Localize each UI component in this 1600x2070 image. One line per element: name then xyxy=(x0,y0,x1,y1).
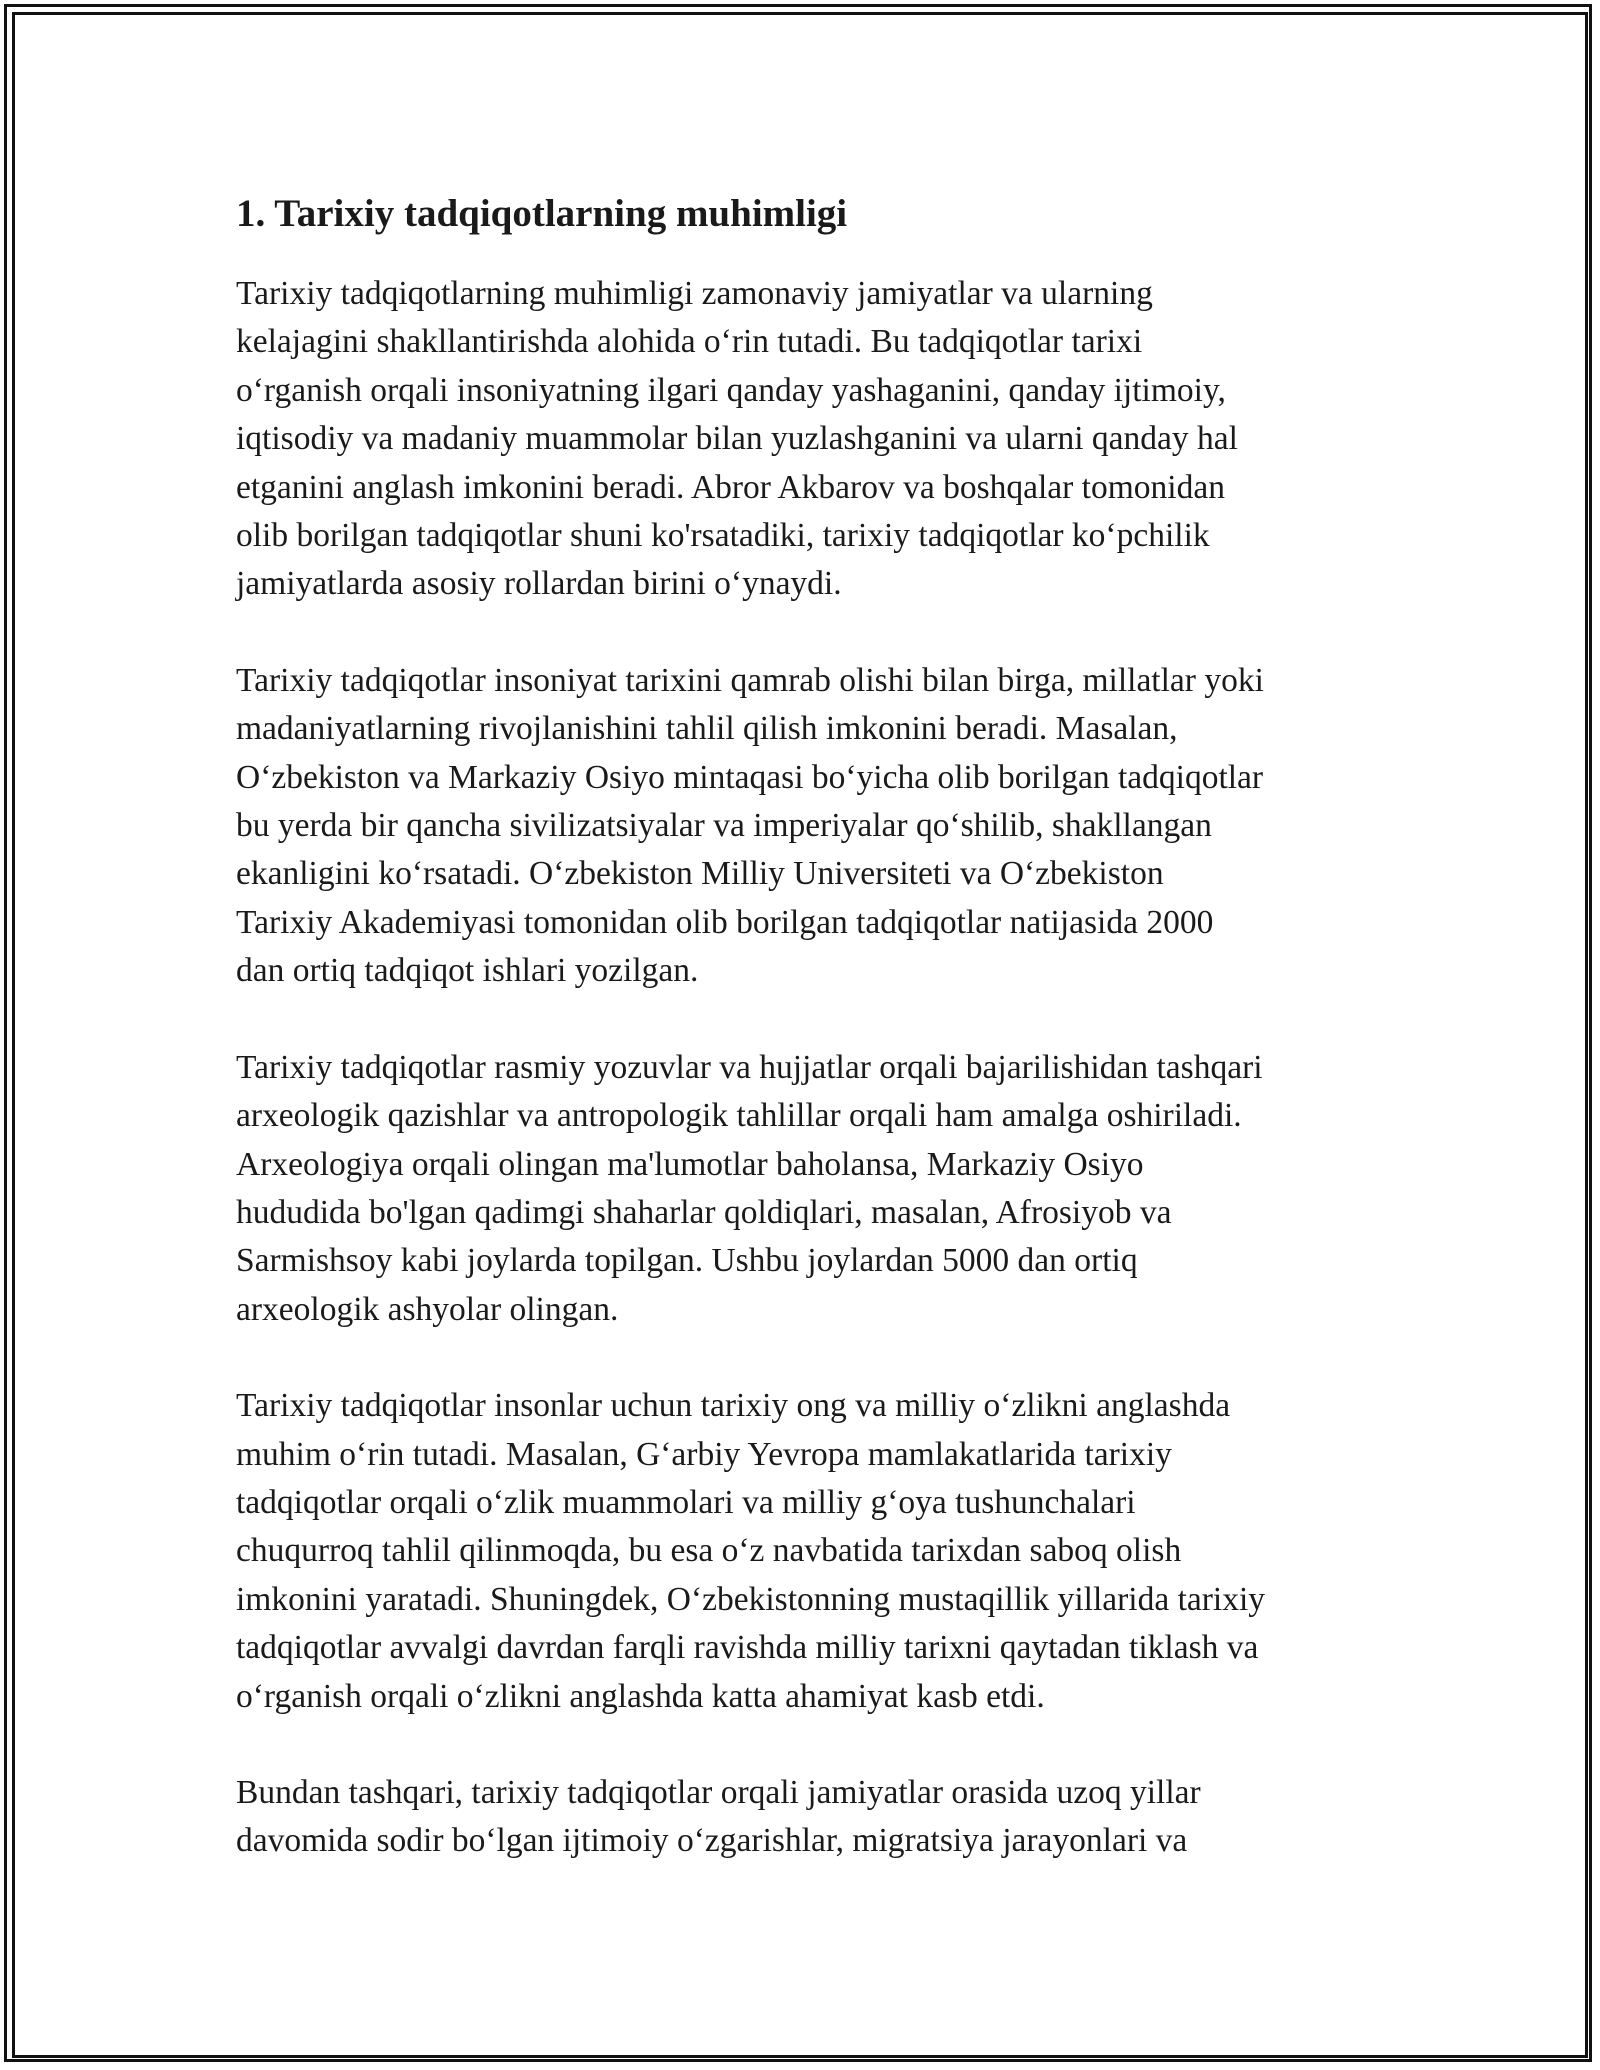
paragraph-line: olib borilgan tadqiqotlar shuni ko'rsatadiki, tarixiy tadqiqotlar koʻpchilik xyxy=(236,517,1210,555)
paragraph-line: tadqiqotlar avvalgi davrdan farqli ravishda milliy tarixni qaytadan tiklash va xyxy=(236,1629,1259,1667)
paragraph-line: Sarmishsoy kabi joylarda topilgan. Ushbu joylardan 5000 dan ortiq xyxy=(236,1242,1138,1280)
paragraph-line: davomida sodir boʻlgan ijtimoiy oʻzgarishlar, migratsiya jarayonlari va xyxy=(236,1822,1188,1860)
paragraph-line: oʻrganish orqali insoniyatning ilgari qanday yashaganini, qanday ijtimoiy, xyxy=(236,371,1226,409)
paragraph-line: Tarixiy tadqiqotlar insoniyat tarixini qamrab olishi bilan birga, millatlar yoki xyxy=(236,661,1264,699)
paragraph-line: kelajagini shakllantirishda alohida oʻrin tutadi. Bu tadqiqotlar tarixi xyxy=(236,323,1143,361)
paragraph-line: muhim oʻrin tutadi. Masalan, Gʻarbiy Yevropa mamlakatlarida tarixiy xyxy=(236,1435,1172,1473)
paragraph-line: jamiyatlarda asosiy rollardan birini oʻynaydi. xyxy=(236,565,842,603)
paragraph-line: iqtisodiy va madaniy muammolar bilan yuzlashganini va ularni qanday hal xyxy=(236,420,1238,458)
paragraph-line: arxeologik ashyolar olingan. xyxy=(236,1290,619,1328)
paragraph-line: Tarixiy tadqiqotlarning muhimligi zamonaviy jamiyatlar va ularning xyxy=(236,275,1153,312)
paragraph-line: Tarixiy tadqiqotlar rasmiy yozuvlar va hujjatlar orqali bajarilishidan tashqari xyxy=(236,1048,1263,1086)
paragraph-line: imkonini yaratadi. Shuningdek, Oʻzbekistonning mustaqillik yillarida tarixiy xyxy=(236,1580,1266,1618)
paragraph-2 xyxy=(236,657,1386,996)
paragraph-line: Tarixiy Akademiyasi tomonidan olib borilgan tadqiqotlar natijasida 2000 xyxy=(236,903,1214,941)
paragraph-4 xyxy=(236,1382,1386,1721)
paragraph-5 xyxy=(236,1769,1386,1866)
paragraph-1 xyxy=(236,270,1386,609)
paragraph-line: Tarixiy tadqiqotlar insonlar uchun tarixiy ong va milliy oʻzlikni anglashda xyxy=(236,1387,1231,1425)
paragraph-line: etganini anglash imkonini beradi. Abror Akbarov va boshqalar tomonidan xyxy=(236,468,1225,506)
paragraph-line: madaniyatlarning rivojlanishini tahlil qilish imkonini beradi. Masalan, xyxy=(236,710,1178,748)
paragraph-line: tadqiqotlar orqali oʻzlik muammolari va milliy gʻoya tushunchalari xyxy=(236,1483,1136,1521)
document-page xyxy=(236,186,1386,1914)
paragraph-line: chuqurroq tahlil qilinmoqda, bu esa oʻz navbatida tarixdan saboq olish xyxy=(236,1532,1182,1570)
paragraph-line: hududida bo'lgan qadimgi shaharlar qoldiqlari, masalan, Afrosiyob va xyxy=(236,1193,1172,1231)
paragraph-line: oʻrganish orqali oʻzlikni anglashda katta ahamiyat kasb etdi. xyxy=(236,1677,1045,1715)
paragraph-line: dan ortiq tadqiqot ishlari yozilgan. xyxy=(236,952,699,990)
paragraph-line: Bundan tashqari, tarixiy tadqiqotlar orqali jamiyatlar orasida uzoq yillar xyxy=(236,1773,1201,1811)
paragraph-line: Oʻzbekiston va Markaziy Osiyo mintaqasi boʻyicha olib borilgan tadqiqotlar xyxy=(236,758,1264,796)
paragraph-line: bu yerda bir qancha sivilizatsiyalar va imperiyalar qoʻshilib, shakllangan xyxy=(236,807,1212,845)
paragraph-line: Arxeologiya orqali olingan ma'lumotlar baholansa, Markaziy Osiyo xyxy=(236,1145,1144,1183)
paragraph-line: ekanligini koʻrsatadi. Oʻzbekiston Milliy Universiteti va Oʻzbekiston xyxy=(236,855,1164,893)
paragraph-3 xyxy=(236,1044,1386,1334)
paragraph-line: arxeologik qazishlar va antropologik tahlillar orqali ham amalga oshiriladi. xyxy=(236,1097,1242,1135)
section-heading: 1. Tarixiy tadqiqotlarning muhimligi xyxy=(236,192,848,235)
